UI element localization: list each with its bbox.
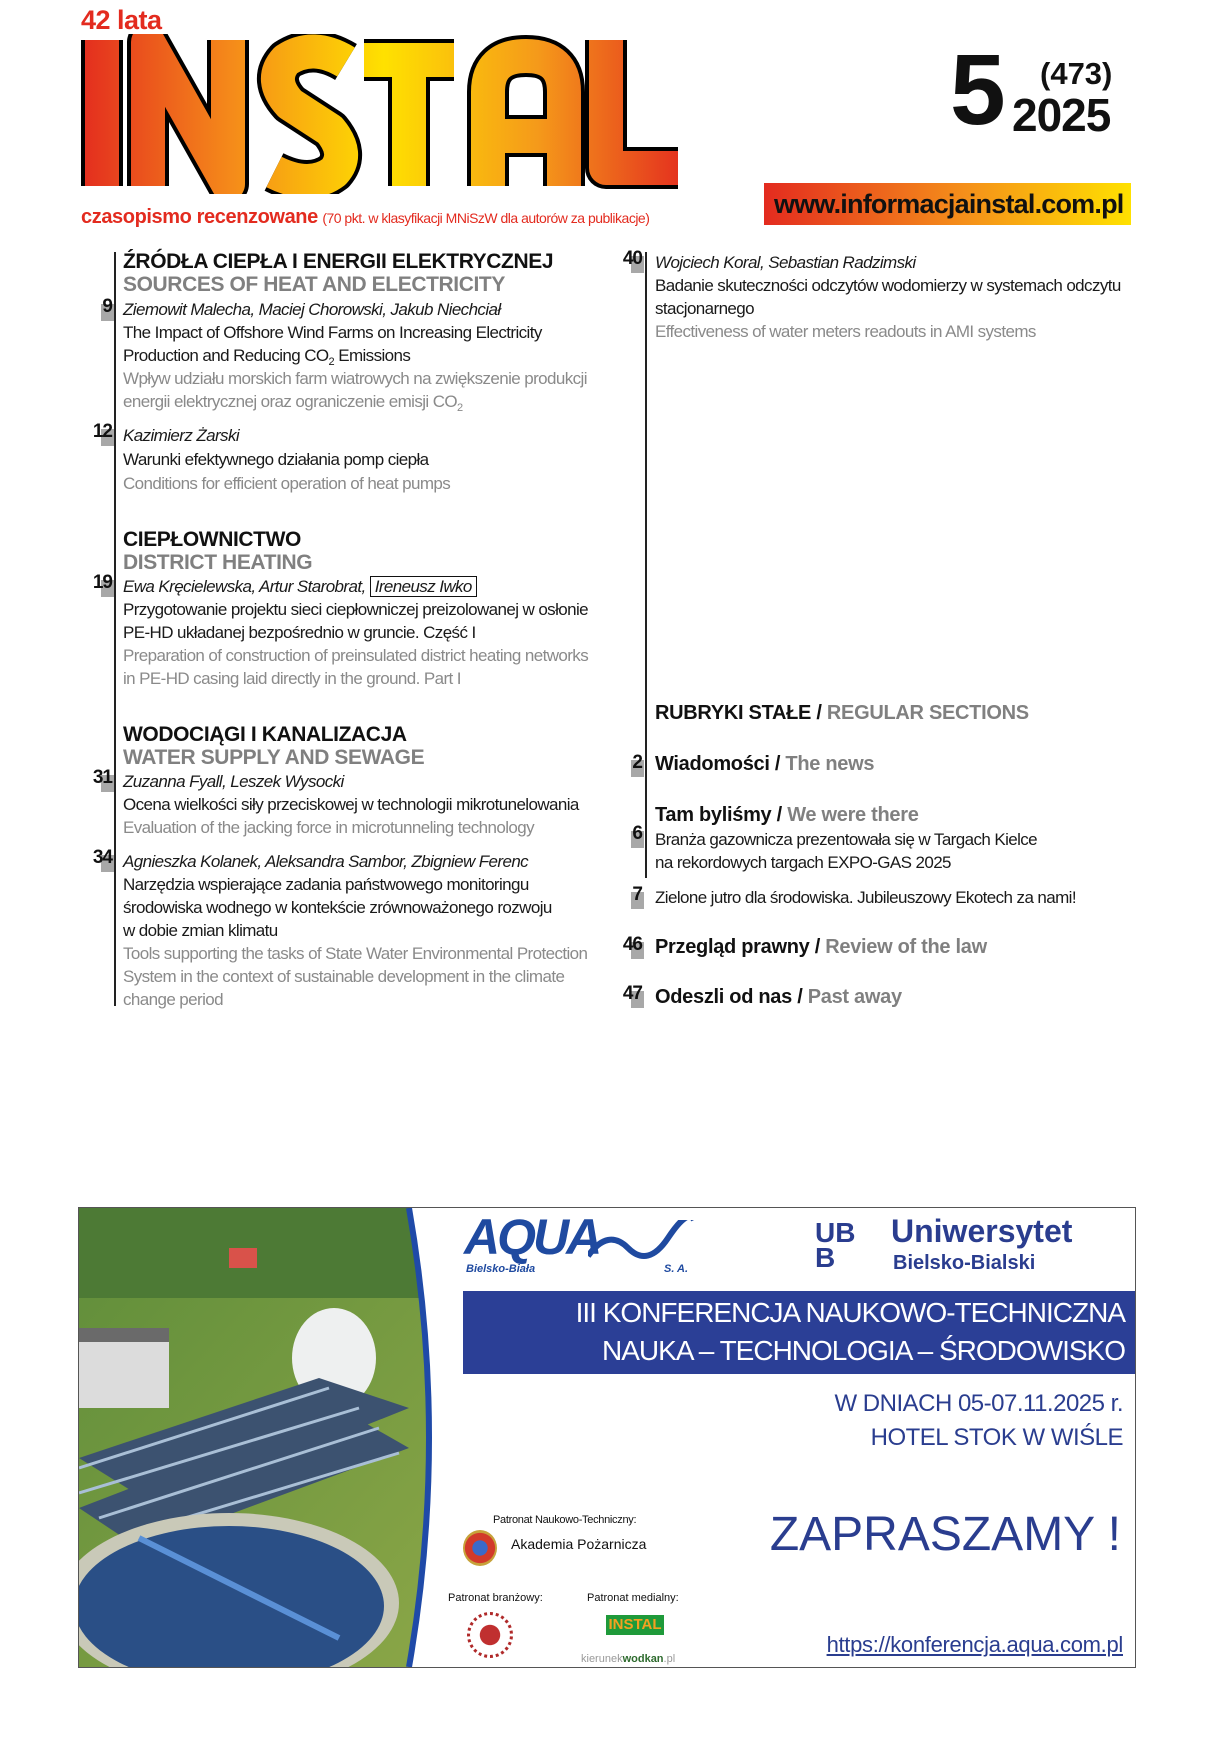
article-translation: Tools supporting the tasks of State Water Environmental Protection	[123, 944, 588, 963]
article-title: w dobie zmian klimatu	[123, 921, 278, 940]
anniversary-label: 42 lata	[81, 5, 162, 35]
article-title: The Impact of Offshore Wind Farms on Increasing Electricity	[123, 323, 542, 342]
article-translation: System in the context of sustainable development in the climate	[123, 967, 565, 986]
regular-item-detail: na rekordowych targach EXPO-GAS 2025	[655, 853, 951, 872]
page-number: 12	[74, 421, 114, 443]
regular-item: Przegląd prawny / Review of the law	[655, 936, 987, 958]
article-translation: Effectiveness of water meters readouts in AMI systems	[655, 322, 1036, 341]
page-number: 7	[604, 884, 644, 906]
article-title: środowiska wodnego w kontekście zrównoważonego rozwoju	[123, 898, 552, 917]
regular-item-detail: Zielone jutro dla środowiska. Jubileuszowy Ekotech za nami!	[655, 888, 1076, 907]
regular-item-detail: Branża gazownicza prezentowała się w Targach Kielce	[655, 830, 1038, 849]
regular-item: Odeszli od nas / Past away	[655, 986, 902, 1008]
section-heading-pl: CIEPŁOWNICTWO	[123, 528, 301, 551]
tagline-bold: czasopismo recenzowane	[81, 206, 318, 228]
article-title: PE-HD układanej bezpośrednio w gruncie. Część I	[123, 623, 476, 642]
page-number: 2	[604, 752, 644, 774]
conference-subtitle: NAUKA – TECHNOLOGIA – ŚRODOWISKO	[602, 1335, 1125, 1366]
issue-number: 5	[950, 34, 1002, 146]
article-title: Przygotowanie projektu sieci ciepłowniczej preizolowanej w osłonie	[123, 600, 588, 619]
article-title: Warunki efektywnego działania pomp ciepła	[123, 450, 429, 469]
regular-sections-heading: RUBRYKI STAŁE / REGULAR SECTIONS	[655, 702, 1029, 724]
section-heading-en: WATER SUPPLY AND SEWAGE	[123, 746, 425, 769]
highlighted-author: Ireneusz Iwko	[370, 576, 477, 597]
conference-advertisement: AQUA Bielsko-Biała S. A. UBB Uniwersytet Bielsko-Bialski III KONFERENCJA NAUKOWO-TECHNICZNA NAUKA – TECHNOLOGIA – ŚRODOWISKO W DNIACH 05-07.11.2025 r. HOTEL STOK W WIŚLE Patronat Naukowo-Techniczny: Akademia Pożarnicza Patronat branżowy: Patronat medialny: INSTAL kierunekwodkan.pl ZAPRASZAMY ! https://konferencja.aqua.com.pl	[78, 1207, 1136, 1668]
fire-academy-emblem	[463, 1530, 497, 1566]
article-title: Badanie skuteczności odczytów wodomierzy w systemach odczytu	[655, 276, 1121, 295]
invite-text: ZAPRASZAMY !	[769, 1508, 1121, 1561]
article-authors: Wojciech Koral, Sebastian Radzimski	[655, 253, 916, 272]
aqua-logo: AQUA Bielsko-Biała S. A.	[464, 1214, 704, 1276]
article-translation: Wpływ udziału morskich farm wiatrowych na zwiększenie produkcji	[123, 369, 587, 388]
conference-title: III KONFERENCJA NAUKOWO-TECHNICZNA	[575, 1297, 1125, 1328]
regular-item: Tam byliśmy / We were there	[655, 804, 919, 826]
website-link[interactable]: www.informacjainstal.com.pl	[774, 189, 1124, 219]
tagline	[81, 206, 649, 229]
page-number: 47	[604, 983, 644, 1005]
article-translation: in PE-HD casing laid directly in the ground. Part I	[123, 669, 461, 688]
page-number: 40	[604, 248, 644, 270]
issue-total: (473)	[1040, 56, 1113, 91]
section-heading-en: SOURCES OF HEAT AND ELECTRICITY	[123, 273, 505, 296]
page-number: 19	[74, 572, 114, 594]
article-translation: Conditions for efficient operation of heat pumps	[123, 474, 451, 493]
section-heading-en: DISTRICT HEATING	[123, 551, 313, 574]
website-banner[interactable]	[764, 183, 1131, 225]
article-translation: change period	[123, 990, 223, 1009]
kierunekwodkan-logo: kierunekwodkan.pl	[581, 1653, 676, 1665]
conference-venue: HOTEL STOK W WIŚLE	[870, 1424, 1123, 1451]
page-number: 31	[74, 767, 114, 789]
section-heading-pl: WODOCIĄGI I KANALIZACJA	[123, 723, 407, 746]
regular-item: Wiadomości / The news	[655, 753, 875, 775]
treatment-plant-photo	[79, 1208, 499, 1667]
article-authors: Agnieszka Kolanek, Aleksandra Sambor, Zbigniew Ferenc	[123, 852, 529, 871]
page-number: 9	[74, 296, 114, 318]
instal-media-logo: INSTAL	[606, 1615, 664, 1635]
patron-media-label: Patronat medialny:	[587, 1592, 679, 1604]
article-title: Ocena wielkości siły przeciskowej w technologii mikrotunelowania	[123, 795, 579, 814]
article-authors: Ewa Kręcielewska, Artur Starobrat, Ireneusz Iwko	[123, 575, 477, 598]
article-title: Production and Reducing $CO_2$ Emissions	[123, 346, 411, 368]
page-number: 34	[74, 847, 114, 869]
right-column-rule	[645, 252, 647, 878]
wave-icon	[588, 1220, 694, 1260]
article-authors: Zuzanna Fyall, Leszek Wysocki	[123, 772, 344, 791]
article-translation: energii elektrycznej oraz ograniczenie emisji $CO_2$	[123, 392, 463, 414]
page-number: 6	[604, 823, 644, 845]
article-title: Narzędzia wspierające zadania państwowego monitoringu	[123, 875, 529, 894]
industry-emblem	[467, 1612, 513, 1658]
article-translation: Preparation of construction of preinsulated district heating networks	[123, 646, 589, 665]
tagline-note: (70 pkt. w klasyfikacji MNiSzW dla autorów za publikacje)	[322, 210, 650, 226]
patron-sci-label: Patronat Naukowo-Techniczny:	[493, 1514, 637, 1526]
conference-url[interactable]: https://konferencja.aqua.com.pl	[826, 1632, 1123, 1657]
patron-sci-name: Akademia Pożarnicza	[511, 1536, 647, 1552]
conference-banner	[463, 1291, 1135, 1374]
article-title: stacjonarnego	[655, 299, 754, 318]
conference-date: W DNIACH 05-07.11.2025 r.	[834, 1390, 1123, 1417]
patron-industry-label: Patronat branżowy:	[448, 1592, 543, 1604]
instal-logo	[78, 34, 690, 194]
section-heading-pl: ŹRÓDŁA CIEPŁA I ENERGII ELEKTRYCZNEJ	[123, 250, 554, 273]
page-number: 46	[604, 934, 644, 956]
article-authors: Ziemowit Malecha, Maciej Chorowski, Jakub Niechciał	[123, 300, 501, 319]
left-column-rule	[114, 252, 116, 1006]
issue-year: 2025	[1012, 89, 1111, 141]
article-authors: Kazimierz Żarski	[123, 426, 240, 445]
article-translation: Evaluation of the jacking force in microtunneling technology	[123, 818, 534, 837]
